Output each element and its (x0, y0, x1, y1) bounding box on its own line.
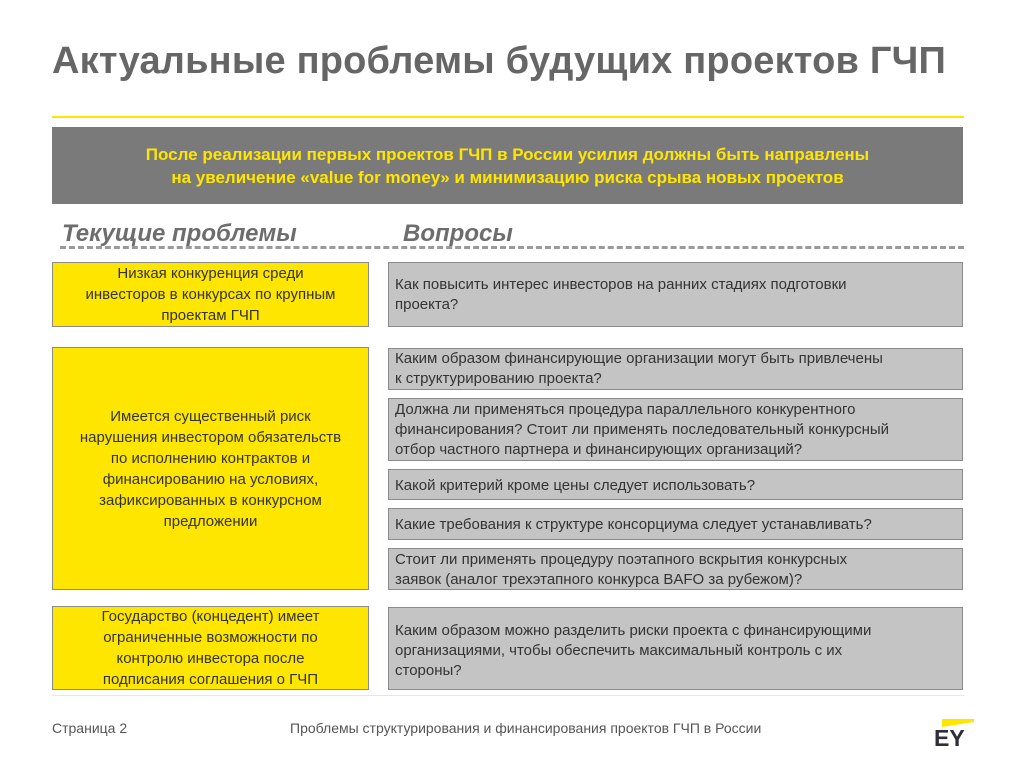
key-message-banner (52, 127, 963, 204)
problem-line: зафиксированных в конкурсном (99, 491, 322, 509)
question-line: стороны? (395, 662, 462, 679)
question-box-consortium (388, 508, 963, 540)
question-box-bafo (388, 548, 963, 590)
problem-line: контролю инвестора после (116, 650, 305, 667)
question-line: Какие требования к структуре консорциума следует устанавливать? (395, 516, 872, 533)
problem-line: финансированию на условиях, (102, 470, 319, 488)
questions-column-header: Вопросы (403, 220, 513, 247)
question-line: организациями, чтобы обеспечить максимальный контроль с их (395, 642, 843, 659)
problem-line: Имеется существенный риск (110, 407, 311, 425)
header-dashed-divider (60, 246, 964, 249)
problems-column-header: Текущие проблемы (62, 220, 297, 247)
ey-logo-text: EY (934, 725, 965, 747)
problem-box-competition (52, 262, 369, 327)
problem-line: инвесторов в конкурсах по крупным (85, 286, 336, 303)
question-line: Как повысить интерес инвесторов на ранних стадиях подготовки (395, 276, 847, 293)
question-line: заявок (аналог трехэтапного конкурса BAFO за рубежом)? (395, 571, 803, 588)
question-line: финансирования? Стоит ли применять последовательный конкурсный (395, 421, 890, 438)
question-line: Какой критерий кроме цены следует использовать? (395, 477, 756, 494)
footer-caption: Проблемы структурирования и финансирования проектов ГЧП в России (290, 720, 762, 736)
footer-divider (52, 695, 964, 696)
problem-line: нарушения инвестором обязательств (79, 428, 342, 446)
banner-line: на увеличение «value for money» и минимизацию риска срыва новых проектов (171, 168, 844, 187)
problem-line: Государство (концедент) имеет (101, 608, 320, 625)
problem-line: подписания соглашения о ГЧП (102, 671, 319, 688)
problem-box-investor-risk (52, 347, 369, 590)
problem-line: предложении (163, 512, 258, 530)
problem-box-state-control (52, 606, 369, 690)
question-line: Каким образом можно разделить риски проекта с финансирующими (395, 622, 872, 639)
question-line: Каким образом финансирующие организации могут быть привлечены (395, 350, 883, 367)
question-line: Стоит ли применять процедуру поэтапного вскрытия конкурсных (395, 551, 848, 568)
problem-line: по исполнению контрактов и (110, 449, 311, 467)
problem-line: проектам ГЧП (161, 307, 260, 324)
question-box-investor-interest (388, 262, 963, 327)
question-line: к структурированию проекта? (395, 370, 602, 387)
question-line: Должна ли применяться процедура параллельного конкурентного (395, 401, 856, 418)
page-title: Актуальные проблемы будущих проектов ГЧП (52, 40, 946, 82)
question-box-risk-sharing (388, 607, 963, 690)
ey-logo (934, 719, 974, 747)
question-box-parallel-financing (388, 398, 963, 461)
problem-line: Низкая конкуренция среди (117, 265, 304, 282)
question-line: отбор частного партнера и финансирующих организаций? (395, 441, 803, 458)
question-box-criterion (388, 469, 963, 500)
question-box-financiers (388, 348, 963, 390)
question-line: проекта? (395, 296, 459, 313)
page-number: Страница 2 (52, 720, 128, 736)
title-divider (52, 116, 964, 118)
banner-line: После реализации первых проектов ГЧП в России усилия должны быть направлены (145, 145, 870, 164)
problem-line: ограниченные возможности по (103, 629, 318, 646)
